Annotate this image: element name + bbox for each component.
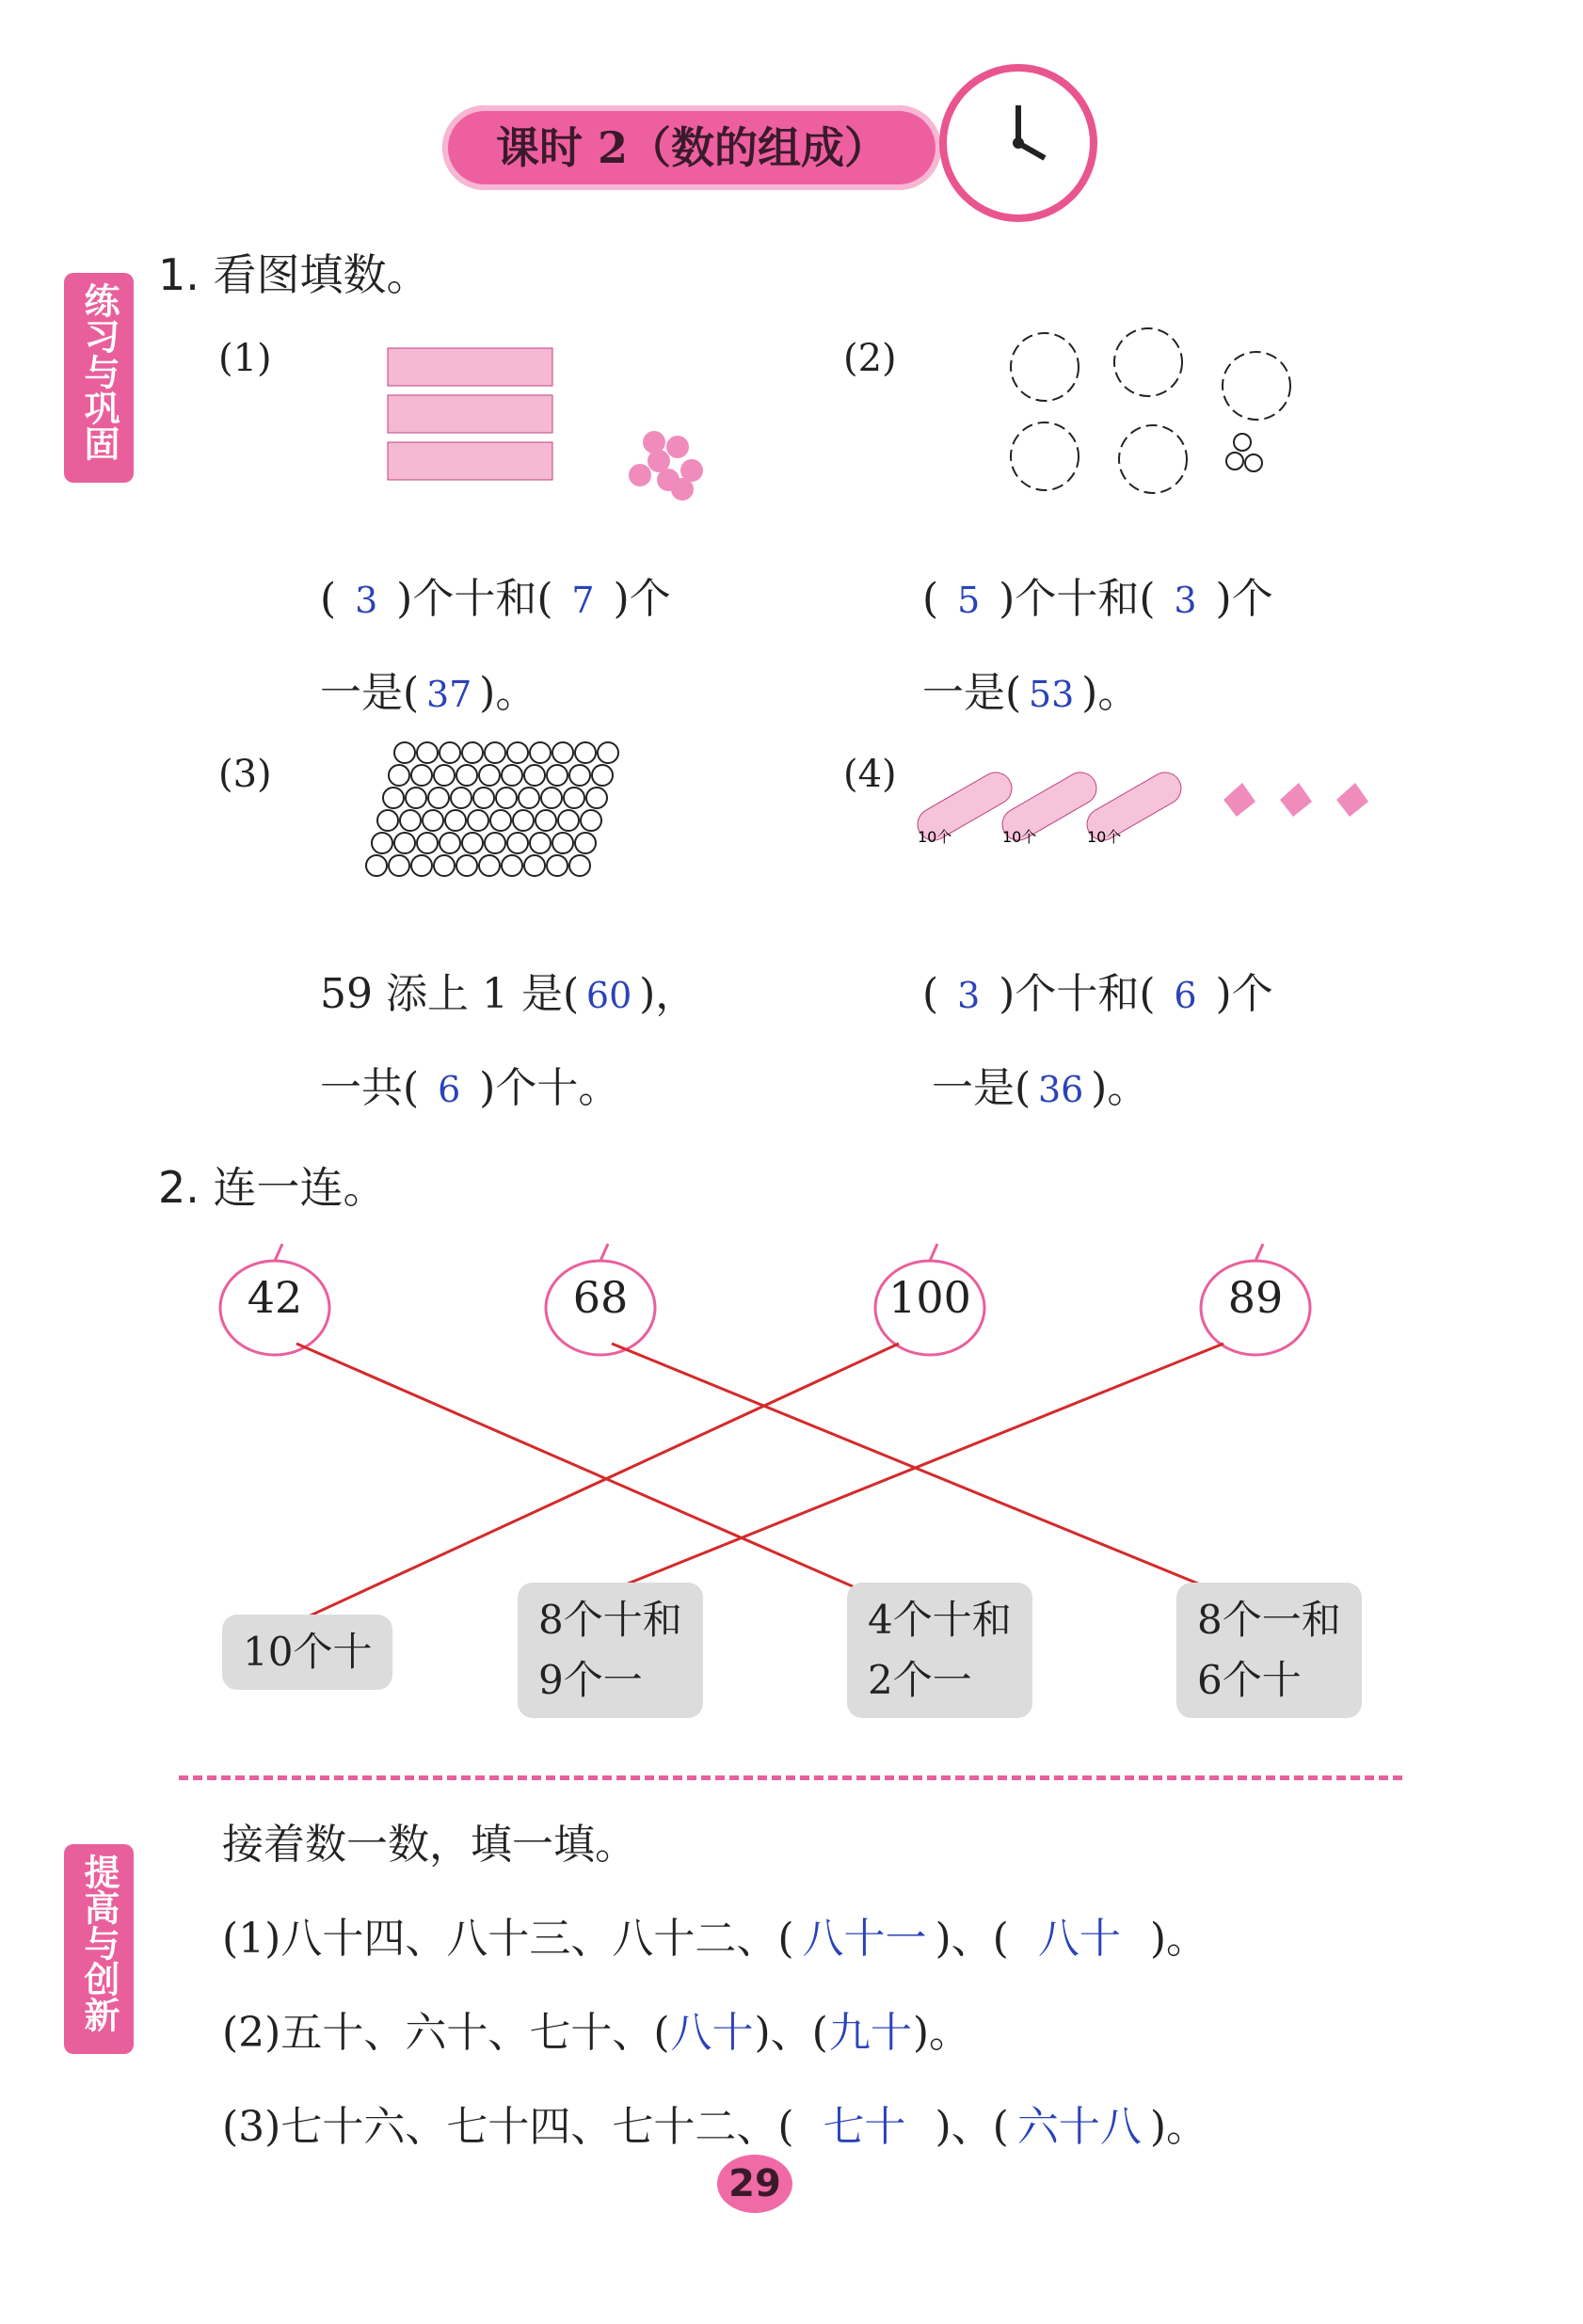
apple-stem (600, 1244, 608, 1261)
bundle-label: 10个 (1002, 828, 1037, 846)
practice-tag-label: 练习与巩固 (78, 282, 120, 461)
apple-stem (1255, 1244, 1263, 1261)
answer: 九十 (828, 2009, 912, 2057)
page-title: 课时 2（数的组成） (495, 122, 888, 173)
answer: 八十一 (802, 1915, 927, 1963)
q3-row1: (1)八十四、八十三、八十二、( 八十一 )、( 八十 )。 (222, 1904, 1207, 1965)
bundle-label: 10个 (1087, 828, 1122, 846)
apple-number: 89 (1227, 1272, 1284, 1323)
apple-number: 42 (247, 1272, 303, 1323)
answer: 3 (1174, 580, 1197, 621)
match-box: 8个十和 9个一 (518, 1583, 703, 1718)
q1-item3-line1: 59 添上 1 是( 60 )， (320, 970, 697, 1018)
q1-item2-line1: ( 5 )个十和( 3 )个 (922, 575, 1273, 623)
match-box: 10个十 (222, 1615, 392, 1690)
apple-number: 68 (572, 1272, 629, 1323)
q1-title: 1. 看图填数。 (158, 249, 430, 300)
answer: 60 (585, 975, 632, 1016)
answer: 7 (571, 580, 595, 621)
advanced-tag-label: 提高与创新 (78, 1854, 120, 2032)
match-line (296, 1344, 861, 1590)
answer: 53 (1028, 674, 1075, 715)
q3-row2: (2)五十、六十、七十、(八十)、(九十)。 (222, 1998, 970, 2059)
bundle-label: 10个 (918, 828, 952, 846)
answer: 6 (438, 1069, 461, 1110)
q3-title: 接着数一数，填一填。 (222, 1821, 636, 1869)
q1-item4-line2: 一是( 36 )。 (932, 1064, 1149, 1112)
apple-stem (275, 1244, 282, 1261)
apple-number: 100 (888, 1272, 971, 1323)
q1-item4-label: (4) (843, 753, 897, 796)
q1-item3-label: (3) (218, 753, 272, 796)
answer: 六十八 (1016, 2103, 1142, 2151)
section-divider (179, 1775, 1402, 1780)
q1-item1-line2: 一是( 37 )。 (320, 669, 537, 717)
q3-row3: (3)七十六、七十四、七十二、( 七十 )、( 六十八 )。 (222, 2093, 1207, 2153)
match-box: 4个十和 2个一 (847, 1583, 1032, 1718)
q1-item4-line1: ( 3 )个十和( 6 )个 (922, 970, 1273, 1018)
answer: 3 (355, 580, 378, 621)
answer: 36 (1037, 1069, 1084, 1110)
answer: 3 (957, 975, 981, 1016)
q1-item1-line1: ( 3 )个十和( 7 )个 (320, 575, 671, 623)
match-box: 8个一和 6个十 (1176, 1583, 1362, 1718)
q1-item3-line2: 一共( 6 )个十。 (320, 1064, 620, 1112)
q1-item1-label: (1) (218, 337, 272, 380)
q2-title: 2. 连一连。 (158, 1162, 387, 1213)
answer: 八十 (1037, 1915, 1121, 1963)
answer: 6 (1174, 975, 1197, 1016)
apple-stem (930, 1244, 937, 1261)
q1-item2-line2: 一是( 53 )。 (922, 669, 1140, 717)
q1-item2-label: (2) (843, 337, 897, 380)
answer: 八十 (670, 2009, 754, 2057)
page-number: 29 (717, 2155, 792, 2213)
answer: 七十 (823, 2103, 906, 2151)
answer: 37 (425, 674, 472, 715)
answer: 5 (957, 580, 981, 621)
